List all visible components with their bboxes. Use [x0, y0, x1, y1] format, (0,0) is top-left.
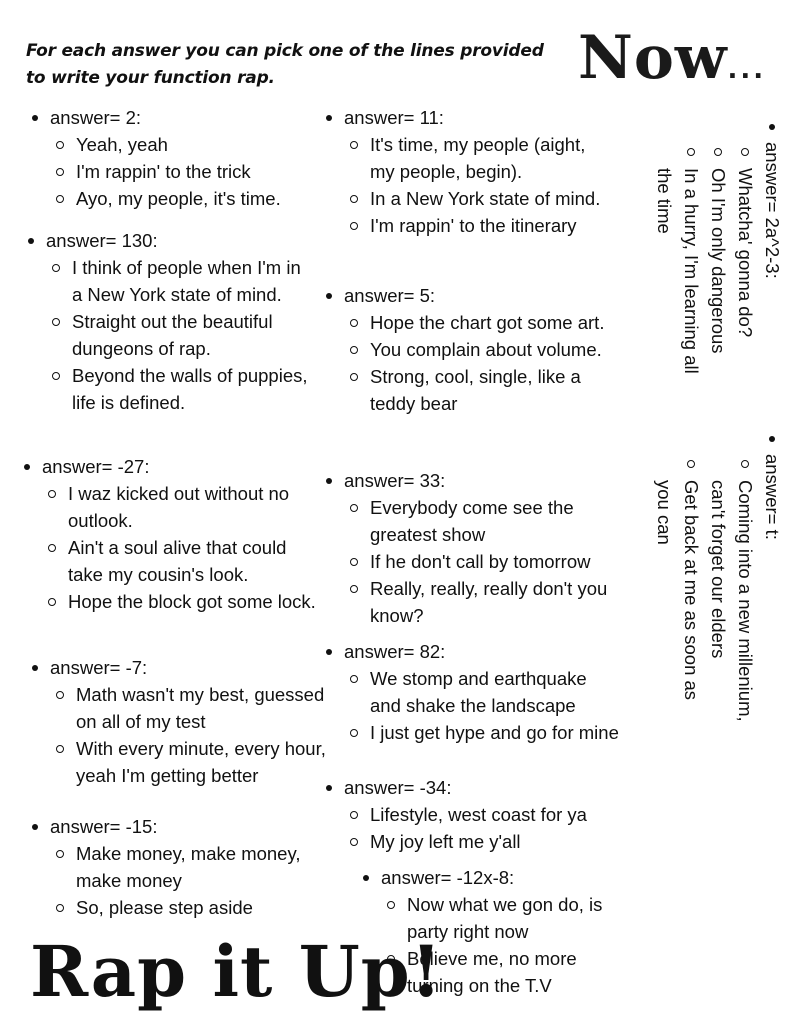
- rap-line: Beyond the walls of puppies, life is defined.: [26, 362, 316, 416]
- rap-line: I think of people when I'm in a New York state of mind.: [26, 254, 316, 308]
- rap-line: Make money, make money, make money: [30, 840, 330, 894]
- rap-line: Oh I'm only dangerous: [705, 122, 732, 392]
- rap-line: If he don't call by tomorrow: [324, 548, 620, 575]
- rap-line: Whatcha' gonna do?: [732, 122, 759, 392]
- rap-line: I'm rappin' to the itinerary: [324, 212, 614, 239]
- answer-group-neg34: [324, 774, 620, 855]
- answer-group-5: [324, 282, 614, 417]
- rap-line: Ayo, my people, it's time.: [30, 185, 320, 212]
- rap-line: So, please step aside: [30, 894, 330, 921]
- rap-line: I just get hype and go for mine: [324, 719, 620, 746]
- answer-group-t: [651, 434, 786, 724]
- answer-label: answer= -7:: [30, 654, 330, 681]
- rap-line: Get back at me as soon as you can: [651, 434, 705, 724]
- rap-line: Lifestyle, west coast for ya: [324, 801, 620, 828]
- answer-label: answer= 11:: [324, 104, 614, 131]
- rap-line: Math wasn't my best, guessed on all of my test: [30, 681, 330, 735]
- answer-label: answer= t:: [759, 434, 786, 724]
- rap-line: We stomp and earthquake and shake the landscape: [324, 665, 620, 719]
- rap-line: Everybody come see the greatest show: [324, 494, 620, 548]
- rap-line: Yeah, yeah: [30, 131, 320, 158]
- answer-group-2a2-3: [651, 122, 786, 392]
- answer-label: answer= -27:: [22, 453, 318, 480]
- rap-line: Hope the chart got some art.: [324, 309, 614, 336]
- answer-group-neg7: [30, 654, 330, 789]
- rap-line: I waz kicked out without no outlook.: [22, 480, 318, 534]
- rap-line: With every minute, every hour, yeah I'm getting better: [30, 735, 330, 789]
- rap-line: Now what we gon do, is party right now: [361, 891, 631, 945]
- rap-line: In a New York state of mind.: [324, 185, 614, 212]
- answer-label: answer= 33:: [324, 467, 620, 494]
- answer-group-33: [324, 467, 620, 629]
- rap-line: In a hurry, I'm learning all the time: [651, 122, 705, 392]
- answer-label: answer= 2a^2-3:: [759, 122, 786, 392]
- answer-group-neg15: [30, 813, 330, 921]
- answer-label: answer= -15:: [30, 813, 330, 840]
- rap-line: Strong, cool, single, like a teddy bear: [324, 363, 614, 417]
- rap-line: Hope the block got some lock.: [22, 588, 318, 615]
- answer-label: answer= -34:: [324, 774, 620, 801]
- answer-label: answer= -12x-8:: [361, 864, 631, 891]
- rap-line: I'm rappin' to the trick: [30, 158, 320, 185]
- now-heading: Now...: [578, 23, 767, 93]
- rap-line: You complain about volume.: [324, 336, 614, 363]
- rap-line: Straight out the beautiful dungeons of rap.: [26, 308, 316, 362]
- instructions-text: For each answer you can pick one of the lines provided to write your function rap.: [26, 41, 544, 88]
- rap-line: Believe me, no more turning on the T.V: [361, 945, 631, 999]
- answer-group-82: [324, 638, 620, 746]
- answer-group-neg27: [22, 453, 318, 615]
- rap-line: Ain't a soul alive that could take my cousin's look.: [22, 534, 318, 588]
- rap-it-up-heading: Rap it Up!: [30, 930, 443, 1013]
- answer-label: answer= 130:: [26, 227, 316, 254]
- answer-label: answer= 2:: [30, 104, 320, 131]
- rap-line: My joy left me y'all: [324, 828, 620, 855]
- answer-label: answer= 82:: [324, 638, 620, 665]
- rap-line: Really, really, really don't you know?: [324, 575, 620, 629]
- answer-group-130: [26, 227, 316, 416]
- answer-group-11: [324, 104, 614, 239]
- answer-group-2: [30, 104, 320, 212]
- answer-label: answer= 5:: [324, 282, 614, 309]
- rap-line: Coming into a new millenium, can't forget our elders: [705, 434, 759, 724]
- rap-line: It's time, my people (aight, my people, begin).: [324, 131, 614, 185]
